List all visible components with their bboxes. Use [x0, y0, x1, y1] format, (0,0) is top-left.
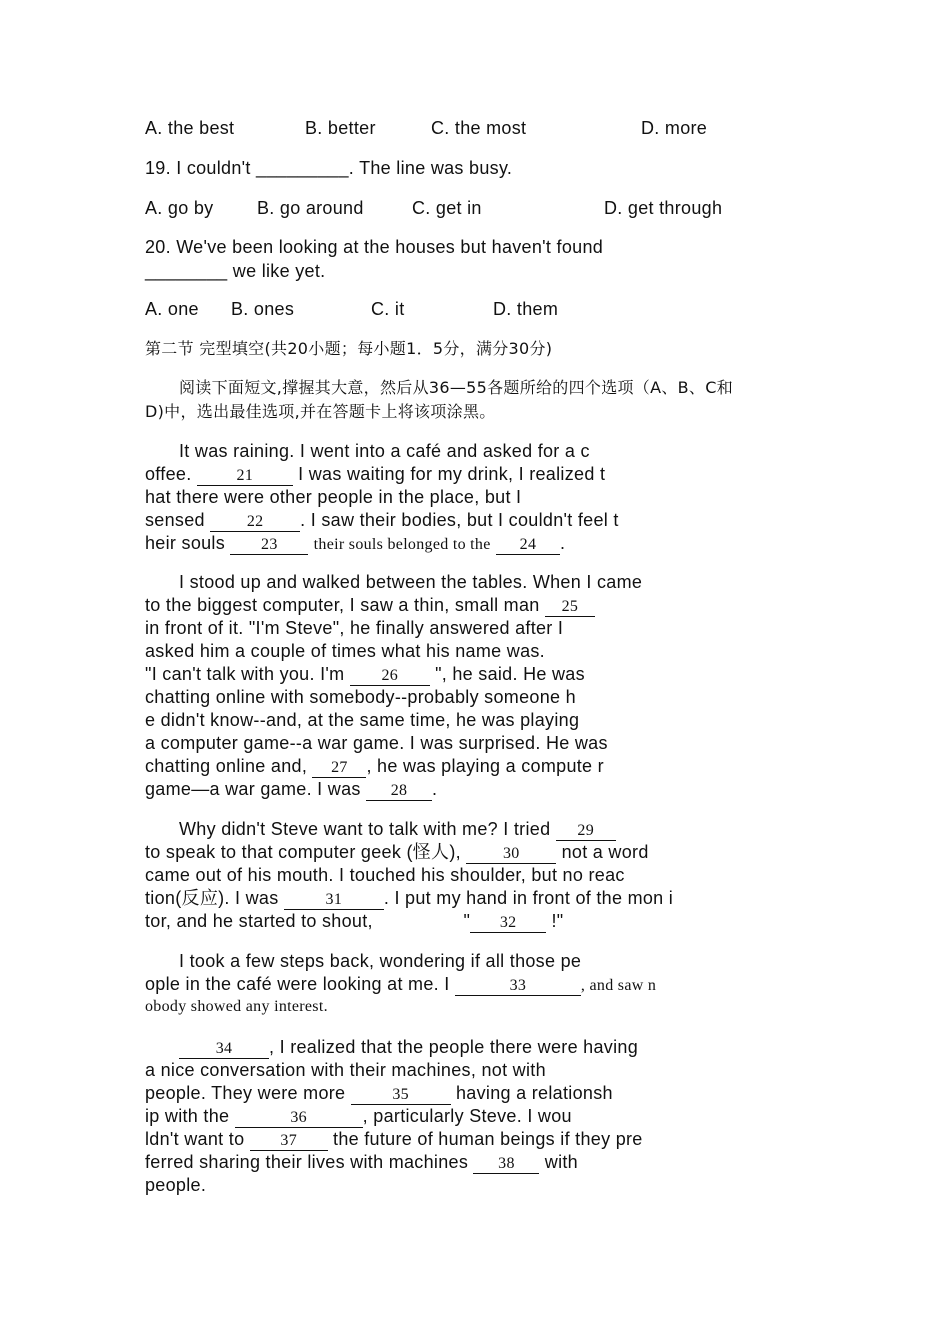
- p5-line-2: a nice conversation with their machines, not with: [145, 1060, 546, 1080]
- p1-line-2: [145, 463, 810, 486]
- p2-line-6: chatting online with somebody--probably someone h: [145, 687, 576, 707]
- p1-text: sensed: [145, 510, 205, 530]
- q19-option-d: D. get through: [604, 198, 723, 218]
- p1-line-1: It was raining. I went into a café and asked for a c: [179, 441, 590, 461]
- p2-line-10: [145, 778, 810, 801]
- p5-line-6: [145, 1151, 810, 1174]
- blank-24: 24: [496, 536, 560, 555]
- q20-stem-line-1: 20. We've been looking at the houses but haven't found: [145, 237, 604, 257]
- q18-option-a: A. the best: [145, 118, 235, 138]
- p1-text: .: [559, 533, 566, 553]
- blank-33: 33: [455, 977, 581, 996]
- p3-text: to speak to that computer geek (怪人),: [145, 842, 461, 862]
- p3-text: ": [463, 911, 471, 931]
- q19-option-b: B. go around: [257, 198, 364, 218]
- blank-34: 34: [179, 1040, 269, 1059]
- blank-37: 37: [250, 1132, 328, 1151]
- p5-text: , particularly Steve. I wou: [362, 1106, 572, 1126]
- p4-line-2: [145, 973, 810, 997]
- p5-line-3: [145, 1082, 810, 1105]
- p5-text: people. They were more: [145, 1083, 346, 1103]
- p1-text: heir souls: [145, 533, 226, 553]
- p2-text: .: [432, 779, 438, 799]
- blank-35: 35: [351, 1086, 451, 1105]
- q18-option-d: D. more: [641, 118, 708, 138]
- p5-text: the future of human beings if they pre: [333, 1129, 643, 1149]
- p1-line-5: [145, 532, 810, 556]
- p2-line-8: a computer game--a war game. I was surprised. He was: [145, 733, 608, 753]
- p2-line-9: [145, 755, 810, 778]
- p2-text: , he was playing a compute r: [366, 756, 604, 776]
- q18-option-c: C. the most: [431, 118, 527, 138]
- p2-line-5: [145, 663, 810, 686]
- p2-text: ", he said. He was: [435, 664, 585, 684]
- p3-text: tion(反应). I was: [145, 888, 279, 908]
- p3-line-3: came out of his mouth. I touched his shoulder, but no reac: [145, 865, 625, 885]
- p3-text: tor, and he started to shout,: [145, 911, 373, 931]
- p5-text: having a relationsh: [456, 1083, 613, 1103]
- blank-38: 38: [473, 1155, 539, 1174]
- blank-21: 21: [197, 467, 293, 486]
- p3-text: . I put my hand in front of the mon i: [383, 888, 674, 908]
- p4-text: ople in the café were looking at me. I: [145, 974, 450, 994]
- p3-line-1: [179, 818, 809, 841]
- p4-text: , and saw n: [580, 977, 657, 994]
- p2-line-1: I stood up and walked between the tables. When I came: [179, 572, 643, 592]
- blank-32: 32: [470, 914, 546, 933]
- p3-text: !": [551, 911, 564, 931]
- blank-30: 30: [466, 845, 556, 864]
- p5-line-4: [145, 1105, 810, 1128]
- p3-line-4: [145, 887, 810, 910]
- q20-option-c: C. it: [371, 299, 405, 319]
- p3-text: Why didn't Steve want to talk with me? I tried: [179, 819, 551, 839]
- p2-line-4: asked him a couple of times what his name was.: [145, 641, 545, 661]
- q20-options: [145, 298, 810, 320]
- p2-text: to the biggest computer, I saw a thin, small man: [145, 595, 540, 615]
- p5-text: ip with the: [145, 1106, 230, 1126]
- p2-line-7: e didn't know--and, at the same time, he was playing: [145, 710, 580, 730]
- q20-option-b: B. ones: [231, 299, 295, 319]
- p5-line-5: [145, 1128, 810, 1151]
- blank-23: 23: [230, 536, 308, 555]
- q19-option-a: A. go by: [145, 198, 214, 218]
- q20-option-a: A. one: [145, 299, 199, 319]
- p1-text: offee.: [145, 464, 192, 484]
- p5-text: , I realized that the people there were having: [269, 1037, 639, 1057]
- section-instruction-line-2: D)中，选出最佳选项,并在答题卡上将该项涂黑。: [145, 402, 496, 421]
- q19-option-c: C. get in: [412, 198, 482, 218]
- p3-text: not a word: [561, 842, 649, 862]
- p1-text: their souls belonged to the: [313, 536, 491, 553]
- p5-text: ferred sharing their lives with machines: [145, 1152, 469, 1172]
- p1-line-4: [145, 509, 810, 532]
- p2-line-3: in front of it. "I'm Steve", he finally answered after I: [145, 618, 564, 638]
- q18-options: [145, 117, 810, 139]
- section-heading: 第二节 完型填空(共20小题；每小题1．5分，满分30分): [145, 339, 553, 358]
- blank-27: 27: [312, 759, 366, 778]
- p4-line-3: obody showed any interest.: [145, 998, 328, 1015]
- p3-line-2: [145, 841, 810, 864]
- section-instruction-line-1: 阅读下面短文,撑握其大意，然后从36—55各题所给的四个选项（A、B、C和: [179, 378, 733, 397]
- blank-22: 22: [210, 513, 300, 532]
- q20-stem-line-2: ________ we like yet.: [145, 261, 326, 281]
- p5-text: with: [544, 1152, 578, 1172]
- p2-line-2: [145, 594, 810, 617]
- q19-stem: 19. I couldn't _________. The line was busy.: [145, 158, 513, 178]
- blank-28: 28: [366, 782, 432, 801]
- p3-line-5: [145, 910, 810, 933]
- p5-line-7: people.: [145, 1175, 207, 1195]
- blank-31: 31: [284, 891, 384, 910]
- p2-text: game—a war game. I was: [145, 779, 361, 799]
- p1-text: . I saw their bodies, but I couldn't feel t: [300, 510, 619, 530]
- q19-options: [145, 197, 810, 219]
- p1-text: I was waiting for my drink, I realized t: [298, 464, 606, 484]
- blank-25: 25: [545, 598, 595, 617]
- q18-option-b: B. better: [305, 118, 376, 138]
- blank-36: 36: [235, 1109, 363, 1128]
- p2-text: "I can't talk with you. I'm: [145, 664, 345, 684]
- p5-text: ldn't want to: [145, 1129, 245, 1149]
- p4-line-1: I took a few steps back, wondering if all those pe: [179, 951, 582, 971]
- p5-line-1: [179, 1036, 809, 1059]
- p1-line-3: hat there were other people in the place, but I: [145, 487, 522, 507]
- blank-29: 29: [556, 822, 616, 841]
- p2-text: chatting online and,: [145, 756, 308, 776]
- blank-26: 26: [350, 667, 430, 686]
- q20-option-d: D. them: [493, 299, 559, 319]
